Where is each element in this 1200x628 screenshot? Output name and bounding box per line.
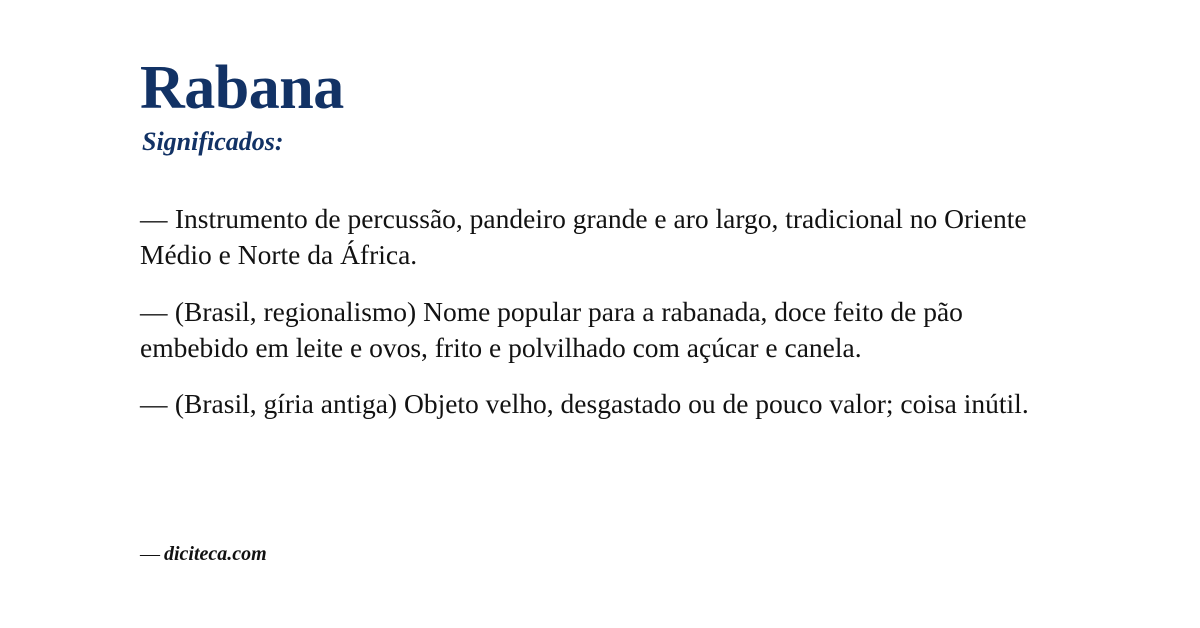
page-title: Rabana [140, 54, 344, 122]
source-name: diciteca.com [164, 543, 267, 565]
definition-bullet: — [140, 388, 168, 420]
source-attribution [140, 543, 267, 566]
definition-text: (Brasil, gíria antiga) Objeto velho, desgastado ou de pouco valor; coisa inútil. [174, 388, 1029, 420]
definition-text: (Brasil, regionalismo) Nome popular para a rabanada, doce feito de pão embebido em leite e ovos, frito e polvilhado com açúcar e canela. [140, 295, 963, 363]
definition-item [140, 201, 1060, 274]
source-dash: — [140, 543, 160, 565]
definition-item [140, 386, 1060, 422]
definition-bullet: — [140, 203, 168, 235]
definition-text: Instrumento de percussão, pandeiro grande e aro largo, tradicional no Oriente Médio e Norte da África. [140, 203, 1027, 271]
definition-bullet: — [140, 295, 168, 327]
section-label-meanings: Significados: [142, 127, 284, 157]
definitions-list [140, 201, 1060, 422]
definition-item [140, 294, 1060, 367]
